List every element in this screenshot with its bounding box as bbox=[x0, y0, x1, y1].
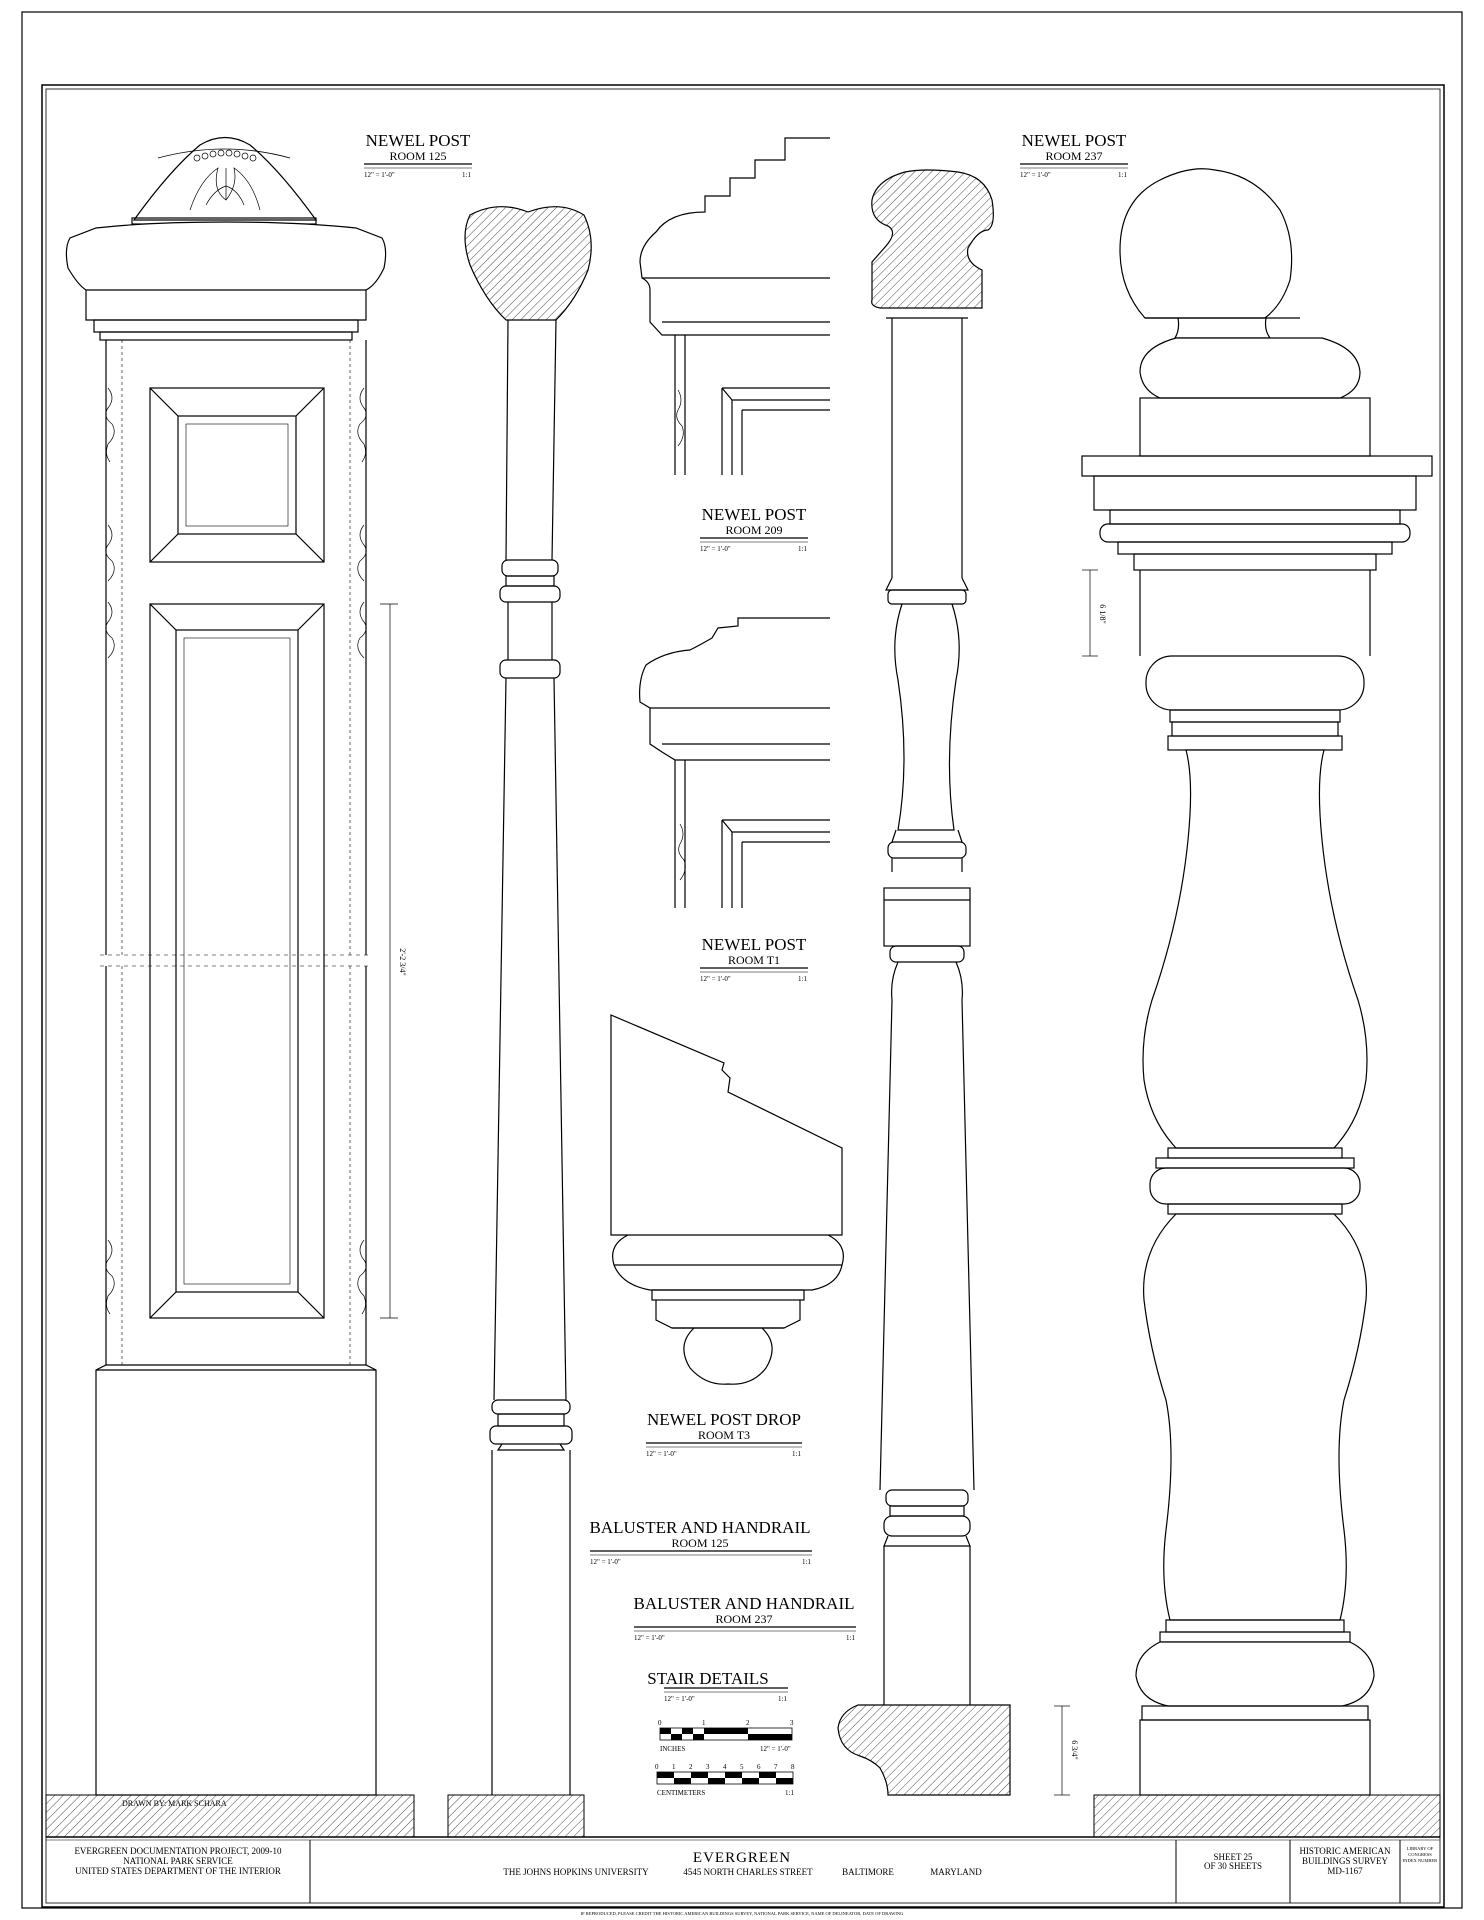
svg-text:6: 6 bbox=[757, 1763, 761, 1771]
svg-text:1:1: 1:1 bbox=[792, 1450, 801, 1458]
newel-post-125-elevation bbox=[66, 138, 385, 1796]
project-line-2: NATIONAL PARK SERVICE bbox=[123, 1856, 233, 1866]
svg-text:0: 0 bbox=[655, 1763, 659, 1771]
svg-text:ROOM 237: ROOM 237 bbox=[715, 1612, 773, 1626]
svg-text:12" = 1'-0": 12" = 1'-0" bbox=[634, 1634, 665, 1642]
svg-text:5: 5 bbox=[740, 1763, 744, 1771]
svg-text:ROOM T3: ROOM T3 bbox=[697, 1428, 751, 1442]
city: BALTIMORE bbox=[842, 1867, 894, 1877]
newel-post-209-detail bbox=[640, 138, 830, 475]
right-dimensions bbox=[1054, 570, 1098, 1795]
building-name: EVERGREEN bbox=[692, 1850, 792, 1866]
newel-post-t1-detail bbox=[640, 618, 830, 908]
label-baluster-237 bbox=[634, 1594, 857, 1642]
panel-dimension bbox=[380, 604, 398, 1318]
loc-line-3: INDEX NUMBER bbox=[1402, 1858, 1438, 1863]
panel-dimension-text: 2'-2 3/4" bbox=[398, 948, 407, 976]
address: 4545 NORTH CHARLES STREET bbox=[683, 1867, 813, 1877]
newel-post-drop bbox=[611, 1015, 843, 1384]
label-newel-post-t1 bbox=[700, 935, 808, 983]
svg-text:NEWEL POST DROP: NEWEL POST DROP bbox=[647, 1410, 801, 1429]
svg-text:1:1: 1:1 bbox=[798, 975, 807, 983]
svg-text:ROOM 125: ROOM 125 bbox=[389, 149, 447, 163]
svg-text:12" = 1'-0": 12" = 1'-0" bbox=[700, 545, 731, 553]
svg-text:ROOM 209: ROOM 209 bbox=[725, 523, 783, 537]
svg-text:12" = 1'-0": 12" = 1'-0" bbox=[700, 975, 731, 983]
svg-text:2: 2 bbox=[746, 1719, 750, 1727]
lower-dimension-text: 6 3/4" bbox=[1070, 1740, 1079, 1760]
label-newel-post-drop bbox=[646, 1410, 802, 1458]
project-line-3: UNITED STATES DEPARTMENT OF THE INTERIOR bbox=[75, 1866, 281, 1876]
svg-text:12" = 1'-0": 12" = 1'-0" bbox=[1020, 171, 1051, 179]
label-newel-post-237 bbox=[1020, 131, 1128, 179]
svg-text:3: 3 bbox=[706, 1763, 710, 1771]
drawn-by: DRAWN BY: MARK SCHARA bbox=[122, 1799, 227, 1808]
svg-text:2: 2 bbox=[689, 1763, 693, 1771]
svg-text:7: 7 bbox=[774, 1763, 778, 1771]
svg-text:CENTIMETERS: CENTIMETERS bbox=[657, 1789, 706, 1797]
sheet-line-2: OF 30 SHEETS bbox=[1203, 1861, 1263, 1871]
svg-text:1:1: 1:1 bbox=[798, 545, 807, 553]
owner: THE JOHNS HOPKINS UNIVERSITY bbox=[503, 1867, 649, 1877]
svg-text:1:1: 1:1 bbox=[785, 1789, 794, 1797]
svg-text:12" = 1'-0": 12" = 1'-0" bbox=[364, 171, 395, 179]
svg-text:BALUSTER AND HANDRAIL: BALUSTER AND HANDRAIL bbox=[589, 1518, 811, 1537]
svg-text:0: 0 bbox=[658, 1719, 662, 1727]
svg-text:8: 8 bbox=[791, 1763, 795, 1771]
label-baluster-125 bbox=[590, 1518, 813, 1566]
svg-text:12" = 1'-0": 12" = 1'-0" bbox=[646, 1450, 677, 1458]
baluster-237 bbox=[838, 170, 1010, 1795]
habs-line-3: MD-1167 bbox=[1327, 1866, 1363, 1876]
svg-text:ROOM 125: ROOM 125 bbox=[671, 1536, 729, 1550]
svg-text:1: 1 bbox=[672, 1763, 676, 1771]
state: MARYLAND bbox=[930, 1867, 982, 1877]
svg-text:12" = 1'-0": 12" = 1'-0" bbox=[760, 1745, 791, 1753]
sheet-line-1: SHEET 25 bbox=[1213, 1852, 1253, 1862]
label-stair-details bbox=[647, 1669, 788, 1703]
svg-text:12" = 1'-0": 12" = 1'-0" bbox=[664, 1695, 695, 1703]
svg-text:3: 3 bbox=[790, 1719, 794, 1727]
svg-text:1:1: 1:1 bbox=[802, 1558, 811, 1566]
svg-text:ROOM T1: ROOM T1 bbox=[727, 953, 781, 967]
newel-post-237-elevation bbox=[1082, 169, 1432, 1795]
svg-text:1:1: 1:1 bbox=[846, 1634, 855, 1642]
ground-hatching bbox=[46, 1795, 1440, 1837]
svg-text:1:1: 1:1 bbox=[1118, 171, 1127, 179]
habs-line-1: HISTORIC AMERICAN bbox=[1299, 1846, 1391, 1856]
credit-line: IF REPRODUCED, PLEASE CREDIT THE HISTORIC AMERICAN BUILDINGS SURVEY, NATIONAL PARK SERVICE, NAME OF DELINEATOR, DATE OF DRAWING bbox=[580, 1911, 904, 1916]
svg-text:1: 1 bbox=[702, 1719, 706, 1727]
label-newel-post-209 bbox=[700, 505, 808, 553]
svg-text:ROOM 237: ROOM 237 bbox=[1045, 149, 1103, 163]
svg-text:NEWEL POST: NEWEL POST bbox=[701, 935, 807, 954]
loc-line-1: LIBRARY OF bbox=[1406, 1846, 1434, 1851]
svg-text:4: 4 bbox=[723, 1763, 727, 1771]
svg-text:1:1: 1:1 bbox=[462, 171, 471, 179]
svg-text:12" = 1'-0": 12" = 1'-0" bbox=[590, 1558, 621, 1566]
baluster-125 bbox=[465, 207, 591, 1795]
svg-text:NEWEL POST: NEWEL POST bbox=[365, 131, 471, 150]
scalebar-centimeters bbox=[655, 1763, 795, 1797]
svg-text:BALUSTER AND HANDRAIL: BALUSTER AND HANDRAIL bbox=[633, 1594, 855, 1613]
svg-text:NEWEL POST: NEWEL POST bbox=[701, 505, 807, 524]
svg-text:NEWEL POST: NEWEL POST bbox=[1021, 131, 1127, 150]
label-newel-post-125 bbox=[364, 131, 472, 179]
svg-text:STAIR DETAILS: STAIR DETAILS bbox=[647, 1669, 769, 1688]
svg-text:INCHES: INCHES bbox=[660, 1745, 686, 1753]
loc-line-2: CONGRESS bbox=[1408, 1852, 1432, 1857]
habs-line-2: BUILDINGS SURVEY bbox=[1301, 1856, 1389, 1866]
upper-dimension-text: 6 1/8" bbox=[1098, 604, 1107, 624]
svg-text:1:1: 1:1 bbox=[778, 1695, 787, 1703]
project-line-1: EVERGREEN DOCUMENTATION PROJECT, 2009-10 bbox=[74, 1846, 282, 1856]
scalebar-inches bbox=[658, 1719, 794, 1753]
